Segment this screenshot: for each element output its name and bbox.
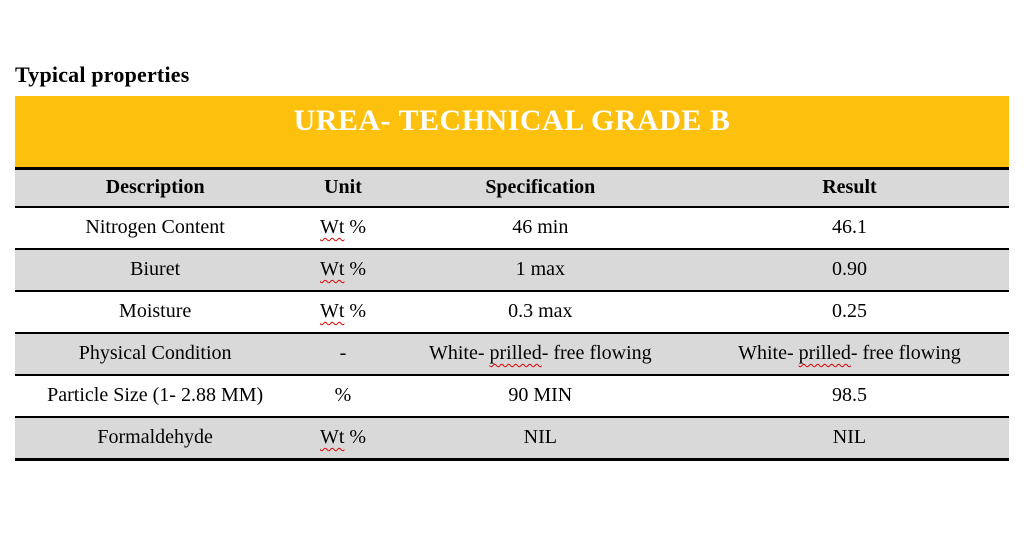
cell-unit bbox=[295, 207, 390, 249]
column-header-specification: Specification bbox=[485, 176, 596, 198]
cell-result bbox=[690, 291, 1009, 333]
table-row-biuret bbox=[15, 249, 1009, 291]
cell-description: Nitrogen Content bbox=[85, 216, 225, 238]
table-row-physical-condition bbox=[15, 333, 1009, 375]
cell-result bbox=[690, 249, 1009, 291]
table-row-particle-size bbox=[15, 375, 1009, 417]
column-header-unit: Unit bbox=[324, 176, 362, 198]
column-header-result: Result bbox=[822, 176, 877, 198]
spec-text: 90 MIN bbox=[508, 384, 573, 406]
result-text: 98.5 bbox=[831, 384, 867, 406]
misspelled-word: Wt bbox=[319, 258, 345, 280]
spec-text: 0.3 max bbox=[508, 300, 573, 322]
cell-specification bbox=[391, 333, 690, 375]
cell-specification bbox=[391, 249, 690, 291]
cell-unit bbox=[295, 291, 390, 333]
cell-result bbox=[690, 333, 1009, 375]
table-header-row bbox=[15, 170, 1009, 207]
result-text: 0.90 bbox=[831, 258, 867, 280]
section-title: Typical properties bbox=[15, 62, 190, 87]
cell-description: Physical Condition bbox=[78, 342, 232, 364]
column-header-description: Description bbox=[105, 176, 205, 198]
spec-text: 46 min bbox=[512, 216, 569, 238]
table-row-formaldehyde bbox=[15, 417, 1009, 460]
result-text: 46.1 bbox=[831, 216, 867, 238]
table-row-nitrogen-content bbox=[15, 207, 1009, 249]
cell-unit bbox=[295, 249, 390, 291]
cell-unit bbox=[295, 375, 390, 417]
misspelled-word: Wt bbox=[319, 216, 345, 238]
unit-text: - bbox=[339, 342, 347, 364]
unit-text-rest: % bbox=[344, 426, 367, 448]
cell-description: Particle Size (1- 2.88 MM) bbox=[47, 384, 264, 406]
cell-result bbox=[690, 375, 1009, 417]
spec-text: NIL bbox=[523, 426, 557, 448]
result-text-rest: - free flowing bbox=[850, 342, 961, 364]
cell-result bbox=[690, 417, 1009, 460]
cell-result bbox=[690, 207, 1009, 249]
cell-unit bbox=[295, 417, 390, 460]
result-text: NIL bbox=[832, 426, 867, 448]
misspelled-word: Wt bbox=[319, 300, 345, 322]
unit-text-rest: % bbox=[344, 216, 367, 238]
cell-specification bbox=[391, 207, 690, 249]
table-title-banner bbox=[15, 96, 1009, 170]
cell-specification bbox=[391, 375, 690, 417]
table-row-moisture bbox=[15, 291, 1009, 333]
document-page bbox=[15, 62, 1009, 461]
cell-description: Formaldehyde bbox=[97, 426, 213, 448]
properties-table bbox=[15, 170, 1009, 461]
cell-specification bbox=[391, 291, 690, 333]
misspelled-word: prilled bbox=[489, 342, 542, 364]
unit-text-rest: % bbox=[344, 300, 367, 322]
cell-unit bbox=[295, 333, 390, 375]
result-text: White- bbox=[738, 342, 799, 364]
table-title: UREA- TECHNICAL GRADE B bbox=[293, 104, 731, 137]
misspelled-word: prilled bbox=[798, 342, 851, 364]
cell-specification bbox=[391, 417, 690, 460]
result-text: 0.25 bbox=[831, 300, 867, 322]
unit-text-rest: % bbox=[344, 258, 367, 280]
unit-text: % bbox=[334, 384, 352, 406]
spec-text: 1 max bbox=[515, 258, 566, 280]
spec-text: White- bbox=[428, 342, 490, 364]
cell-description: Biuret bbox=[130, 258, 181, 280]
cell-description: Moisture bbox=[119, 300, 192, 322]
spec-text-rest: - free flowing bbox=[541, 342, 652, 364]
misspelled-word: Wt bbox=[319, 426, 345, 448]
